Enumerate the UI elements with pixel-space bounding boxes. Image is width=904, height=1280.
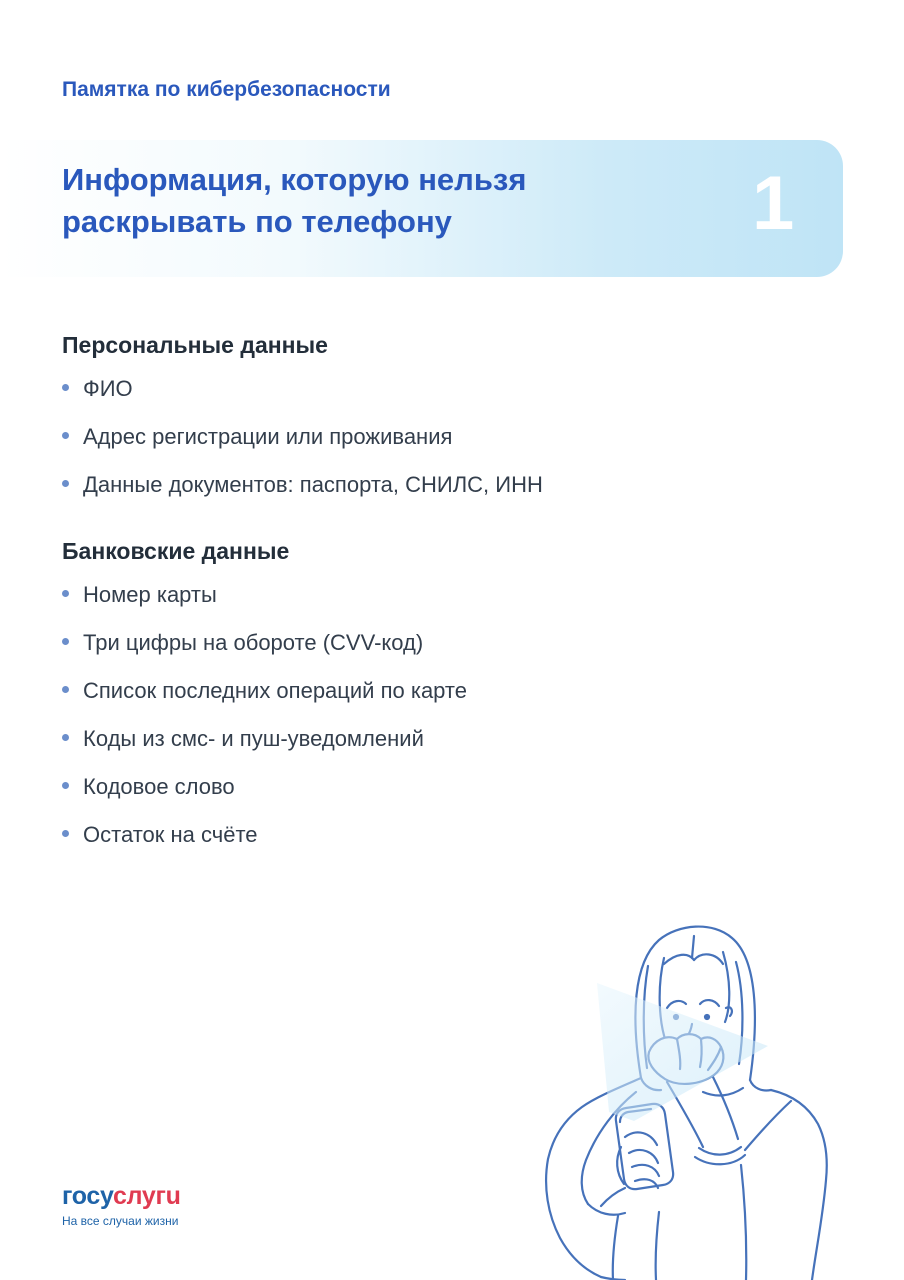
section [62, 330, 782, 502]
bullet-dot [62, 830, 69, 837]
list-item-text: Три цифры на обороте (CVV-код) [83, 630, 424, 655]
logo-tagline: На все случаи жизни [62, 1213, 179, 1228]
list-item [62, 674, 782, 708]
bullet-dot [62, 432, 69, 439]
list-item [62, 578, 782, 612]
list-item-text: Данные документов: паспорта, СНИЛС, ИНН [83, 472, 543, 497]
list-item [62, 420, 782, 454]
list-item-text: Список последних операций по карте [83, 678, 468, 703]
memo-number-badge: 1 [752, 161, 795, 246]
section-heading: Банковские данные [62, 538, 290, 564]
bullet-list [62, 372, 782, 502]
sections [62, 330, 782, 866]
bullet-dot [62, 782, 69, 789]
list-item-text: Кодовое слово [83, 774, 235, 799]
logo-part-red: слугu [113, 1182, 181, 1210]
worried-woman-illustration [530, 900, 904, 1280]
section-heading: Персональные данные [62, 332, 328, 358]
section [62, 536, 782, 852]
list-item-text: Коды из смс- и пуш-уведомлений [83, 726, 424, 751]
list-item [62, 468, 782, 502]
raised-arm [667, 1077, 791, 1280]
list-item [62, 626, 782, 660]
page-eyebrow-label: Памятка по кибербезопасности [62, 78, 391, 101]
list-item-text: Остаток на счёте [83, 822, 258, 847]
list-item [62, 372, 782, 406]
bullet-dot [62, 734, 69, 741]
bullet-dot [62, 384, 69, 391]
bullet-list [62, 578, 782, 852]
list-item-text: Номер карты [83, 582, 217, 607]
list-item [62, 818, 782, 852]
page-title: Информация, которую нельзя раскрывать по телефону [62, 162, 527, 239]
title-banner [0, 140, 843, 277]
bullet-dot [62, 480, 69, 487]
footer-logo [62, 1183, 181, 1228]
list-item-text: Адрес регистрации или проживания [83, 424, 453, 449]
bullet-dot [62, 590, 69, 597]
list-item-text: ФИО [83, 376, 133, 401]
list-item [62, 770, 782, 804]
list-item [62, 722, 782, 756]
bullet-dot [62, 638, 69, 645]
gosuslugi-logo [62, 1183, 181, 1211]
bullet-dot [62, 686, 69, 693]
logo-part-blue: госу [62, 1182, 114, 1210]
